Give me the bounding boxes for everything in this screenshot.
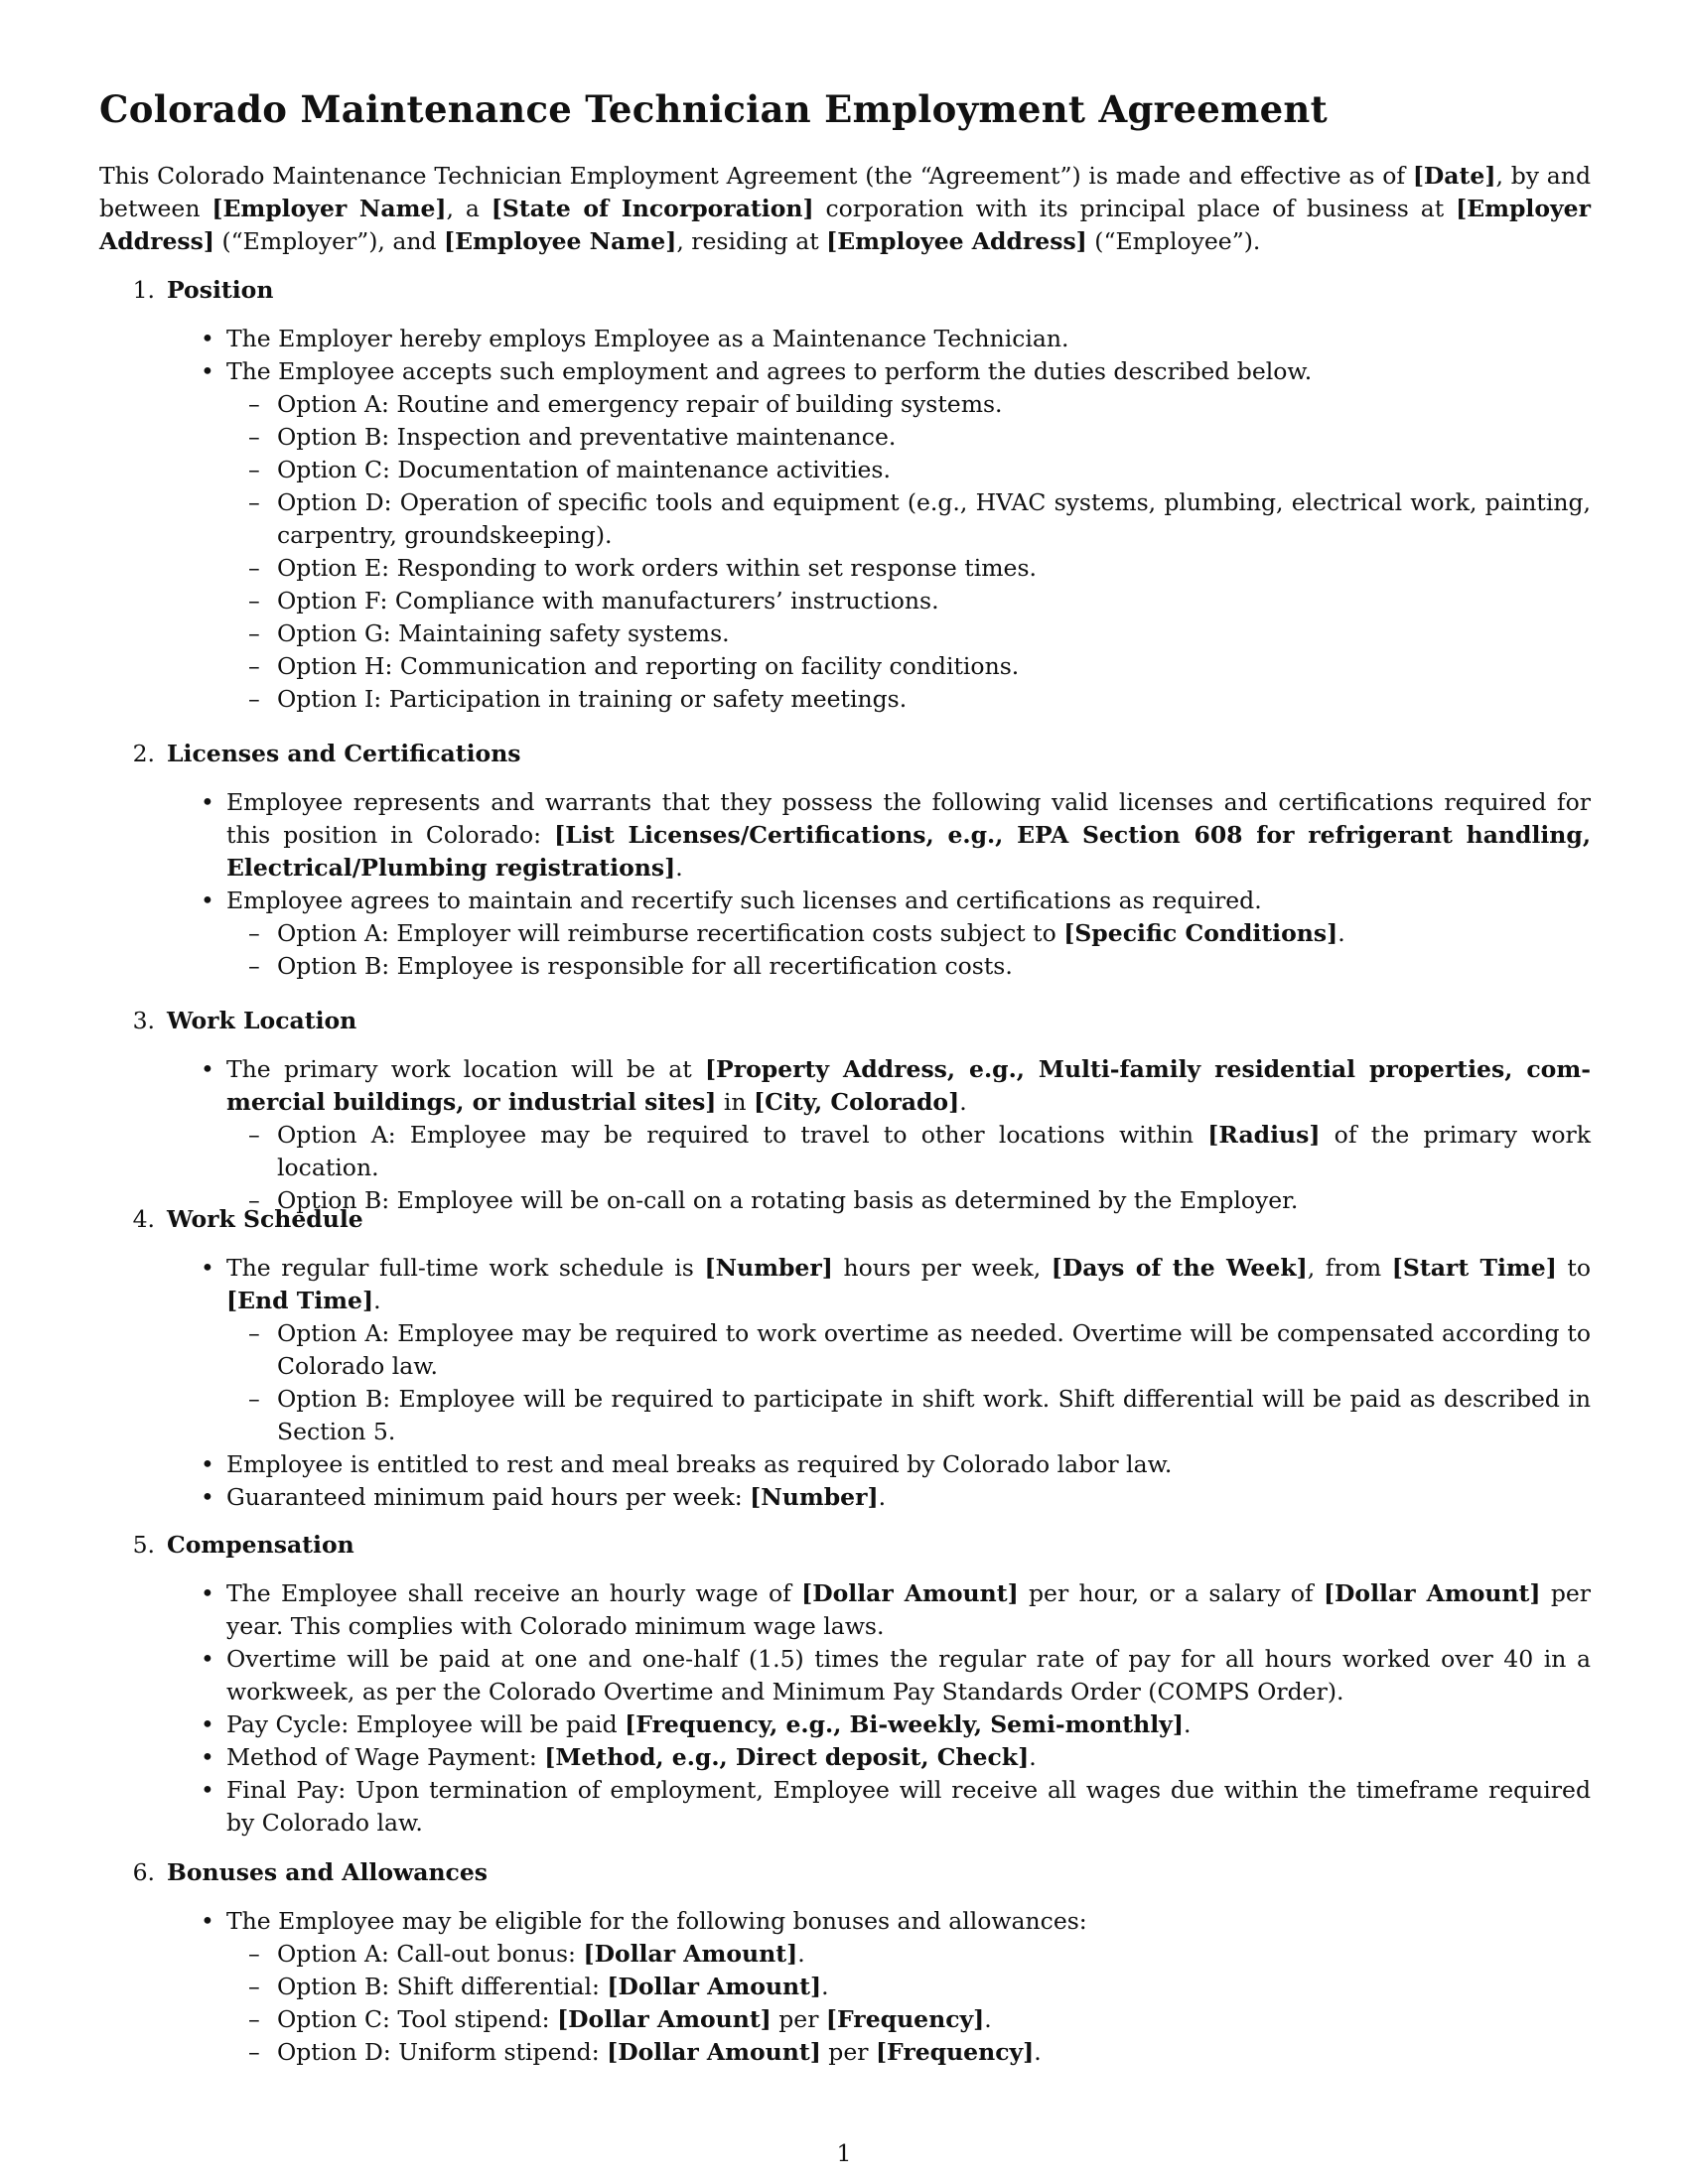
- placeholder-field: [Employer Address]: [99, 195, 1592, 255]
- text-run: Option B: Employee will be on-call on a rotating basis as determined by the Employer.: [277, 1186, 1299, 1214]
- bullet-item: [226, 885, 1591, 983]
- bullet-item: [226, 1774, 1591, 1840]
- text-run: .: [797, 1940, 805, 1968]
- placeholder-field: [Employer Name]: [211, 195, 447, 222]
- option-item: [277, 2003, 1591, 2036]
- text-run: of the primary work location.: [277, 1121, 1591, 1181]
- text-run: Option F: Compliance with manufacturers’ instructions.: [277, 587, 939, 614]
- section-title: Work Schedule: [167, 1205, 363, 1233]
- section-heading: [99, 1203, 1591, 1236]
- text-run: Option G: Maintaining safety systems.: [277, 619, 730, 647]
- option-list: [226, 917, 1591, 983]
- text-run: Final Pay: Upon termination of employment, Employee will receive all wages due within the timeframe required by Colorado law.: [226, 1776, 1591, 1837]
- text-run: Option A: Employer will reimburse recertification costs subject to: [277, 919, 1064, 947]
- document-title: Colorado Maintenance Technician Employment Agreement: [99, 87, 1329, 131]
- bullet-list: [99, 1053, 1591, 1217]
- text-run: Option D: Operation of specific tools and equipment (e.g., HVAC systems, plumbing, electrical work, painting, carpentry, groundskeeping).: [277, 488, 1591, 549]
- text-run: , a: [446, 195, 492, 222]
- bullet-item: [226, 1577, 1591, 1643]
- text-run: per: [820, 2038, 876, 2066]
- option-item: [277, 552, 1591, 585]
- bullet-item: [226, 1481, 1591, 1514]
- text-run: Option C: Documentation of maintenance activities.: [277, 456, 891, 483]
- text-run: hours per week,: [832, 1254, 1052, 1282]
- option-item: [277, 650, 1591, 683]
- option-item: [277, 585, 1591, 617]
- bullet-item: [226, 1708, 1591, 1741]
- placeholder-field: [Frequency]: [875, 2038, 1035, 2066]
- section-title: Position: [167, 276, 274, 304]
- text-run: , from: [1307, 1254, 1392, 1282]
- bullet-list: [99, 1577, 1591, 1840]
- placeholder-field: [City, Colorado]: [754, 1088, 960, 1116]
- text-run: Option B: Employee will be required to participate in shift work. Shift differential will be paid as described in Section 5.: [277, 1385, 1591, 1445]
- placeholder-field: [Number]: [750, 1483, 879, 1511]
- placeholder-field: [End Time]: [226, 1287, 374, 1314]
- text-run: Option H: Communication and reporting on facility conditions.: [277, 652, 1020, 680]
- section-compensation: [99, 1529, 1591, 1840]
- placeholder-field: [Employee Address]: [826, 227, 1087, 255]
- option-list: [226, 1317, 1591, 1448]
- bullet-list: [99, 786, 1591, 983]
- section-heading: [99, 738, 1591, 770]
- option-item: [277, 1383, 1591, 1448]
- page-number: 1: [836, 2139, 852, 2167]
- text-run: , residing at: [676, 227, 827, 255]
- bullet-item: [226, 1448, 1591, 1481]
- placeholder-field: [Radius]: [1207, 1121, 1321, 1149]
- text-run: .: [1183, 1710, 1192, 1738]
- text-run: The Employee may be eligible for the following bonuses and allowances:: [226, 1907, 1087, 1935]
- text-run: Guaranteed minimum paid hours per week:: [226, 1483, 751, 1511]
- placeholder-field: [Property Address, e.g., Multi-family residential properties, commercial buildings, or industrial sites]: [226, 1055, 1591, 1116]
- placeholder-field: [Dollar Amount]: [1323, 1579, 1541, 1607]
- text-run: Option A: Employee may be required to work overtime as needed. Overtime will be compensated according to Colorado law.: [277, 1319, 1591, 1380]
- section-number: 2.: [132, 740, 155, 767]
- bullet-list: [99, 323, 1591, 716]
- intro-paragraph: [99, 160, 1591, 258]
- section-position: [99, 274, 1591, 716]
- section-number: 6.: [132, 1858, 155, 1886]
- text-run: The primary work location will be at: [226, 1055, 705, 1083]
- text-run: Method of Wage Payment:: [226, 1743, 545, 1771]
- section-number: 1.: [132, 276, 155, 304]
- bullet-item: [226, 786, 1591, 885]
- section-title: Compensation: [167, 1531, 354, 1559]
- option-item: [277, 617, 1591, 650]
- placeholder-field: [List Licenses/Certifications, e.g., EPA Section 608 for refrigerant handling, Electrical/Plumbing registrations]: [226, 821, 1592, 882]
- text-run: per: [771, 2005, 826, 2033]
- text-run: , by and between: [99, 162, 1591, 222]
- text-run: The Employer hereby employs Employee as a Maintenance Technician.: [226, 325, 1069, 352]
- section-licenses: [99, 738, 1591, 983]
- text-run: Option A: Call-out bonus:: [277, 1940, 584, 1968]
- option-item: [277, 421, 1591, 454]
- placeholder-field: [Specific Conditions]: [1063, 919, 1338, 947]
- text-run: .: [1337, 919, 1345, 947]
- text-run: corporation with its principal place of business at: [813, 195, 1457, 222]
- text-run: Pay Cycle: Employee will be paid: [226, 1710, 626, 1738]
- placeholder-field: [Dollar Amount]: [607, 1973, 822, 2000]
- text-run: per hour, or a salary of: [1018, 1579, 1324, 1607]
- bullet-item: [226, 1643, 1591, 1708]
- text-run: Option I: Participation in training or safety meetings.: [277, 685, 908, 713]
- text-run: .: [959, 1088, 967, 1116]
- section-number: 4.: [132, 1205, 155, 1233]
- text-run: (“Employee”).: [1086, 227, 1261, 255]
- text-run: Employee agrees to maintain and recertify such licenses and certifications as required.: [226, 887, 1262, 914]
- placeholder-field: [Method, e.g., Direct deposit, Check]: [544, 1743, 1030, 1771]
- text-run: Option A: Routine and emergency repair of building systems.: [277, 390, 1003, 418]
- section-heading: [99, 1856, 1591, 1889]
- text-run: Employee represents and warrants that they possess the following valid licenses and certifications required for this position in Colorado:: [226, 788, 1591, 849]
- text-run: in: [716, 1088, 755, 1116]
- placeholder-field: [Days of the Week]: [1051, 1254, 1308, 1282]
- text-run: The regular full-time work schedule is: [226, 1254, 705, 1282]
- option-item: [277, 2036, 1591, 2069]
- option-item: [277, 1317, 1591, 1383]
- section-number: 5.: [132, 1531, 155, 1559]
- text-run: to: [1556, 1254, 1592, 1282]
- option-item: [277, 683, 1591, 716]
- text-run: The Employee accepts such employment and agrees to perform the duties described below.: [226, 357, 1313, 385]
- bullet-item: [226, 355, 1591, 716]
- placeholder-field: [Dollar Amount]: [801, 1579, 1019, 1607]
- section-number: 3.: [132, 1007, 155, 1034]
- placeholder-field: [Dollar Amount]: [583, 1940, 798, 1968]
- text-run: Option B: Inspection and preventative maintenance.: [277, 423, 897, 451]
- text-run: .: [821, 1973, 829, 2000]
- placeholder-field: [Date]: [1412, 162, 1496, 190]
- text-run: Option D: Uniform stipend:: [277, 2038, 608, 2066]
- option-item: [277, 1971, 1591, 2003]
- section-title: Bonuses and Allowances: [167, 1858, 489, 1886]
- bullet-item: [226, 323, 1591, 355]
- text-run: per year. This complies with Colorado minimum wage laws.: [226, 1579, 1592, 1640]
- section-heading: [99, 1529, 1591, 1562]
- text-run: Employee is entitled to rest and meal breaks as required by Colorado labor law.: [226, 1450, 1173, 1478]
- section-title: Work Location: [167, 1007, 357, 1034]
- bullet-item: [226, 1053, 1591, 1217]
- option-item: [277, 1119, 1591, 1184]
- text-run: .: [373, 1287, 381, 1314]
- bullet-item: [226, 1741, 1591, 1774]
- placeholder-field: [Start Time]: [1391, 1254, 1557, 1282]
- bullet-list: [99, 1252, 1591, 1514]
- option-item: [277, 917, 1591, 950]
- section-heading: [99, 1005, 1591, 1037]
- section-heading: [99, 274, 1591, 307]
- text-run: Option C: Tool stipend:: [277, 2005, 558, 2033]
- bullet-item: [226, 1252, 1591, 1448]
- text-run: Option B: Employee is responsible for all recertification costs.: [277, 952, 1013, 980]
- text-run: Option A: Employee may be required to travel to other locations within: [277, 1121, 1208, 1149]
- option-item: [277, 950, 1591, 983]
- text-run: The Employee shall receive an hourly wage of: [226, 1579, 802, 1607]
- option-item: [277, 388, 1591, 421]
- text-run: .: [878, 1483, 887, 1511]
- section-work-location: [99, 1005, 1591, 1217]
- text-run: Option B: Shift differential:: [277, 1973, 608, 2000]
- text-run: .: [1029, 1743, 1037, 1771]
- placeholder-field: [Frequency, e.g., Bi-weekly, Semi-monthly]: [625, 1710, 1184, 1738]
- placeholder-field: [Dollar Amount]: [607, 2038, 821, 2066]
- bullet-item: [226, 1905, 1591, 2069]
- placeholder-field: [Employee Name]: [444, 227, 677, 255]
- text-run: .: [1034, 2038, 1042, 2066]
- section-title: Licenses and Certifications: [167, 740, 521, 767]
- text-run: This Colorado Maintenance Technician Employment Agreement (the “Agreement”) is made and effective as of: [99, 162, 1413, 190]
- text-run: .: [675, 854, 683, 882]
- text-run: Overtime will be paid at one and one-half (1.5) times the regular rate of pay for all hours worked over 40 in a workweek, as per the Colorado Overtime and Minimum Pay Standards Order (COMPS Order).: [226, 1645, 1591, 1706]
- text-run: Option E: Responding to work orders within set response times.: [277, 554, 1037, 582]
- section-work-schedule: [99, 1203, 1591, 1514]
- section-bonuses: [99, 1856, 1591, 2069]
- placeholder-field: [Dollar Amount]: [557, 2005, 772, 2033]
- placeholder-field: [Frequency]: [825, 2005, 985, 2033]
- option-item: [277, 1938, 1591, 1971]
- bullet-list: [99, 1905, 1591, 2069]
- placeholder-field: [Number]: [704, 1254, 833, 1282]
- text-run: .: [984, 2005, 992, 2033]
- placeholder-field: [State of Incorporation]: [491, 195, 814, 222]
- text-run: (“Employer”), and: [214, 227, 445, 255]
- option-item: [277, 454, 1591, 486]
- option-item: [277, 486, 1591, 552]
- option-list: [226, 388, 1591, 716]
- option-list: [226, 1938, 1591, 2069]
